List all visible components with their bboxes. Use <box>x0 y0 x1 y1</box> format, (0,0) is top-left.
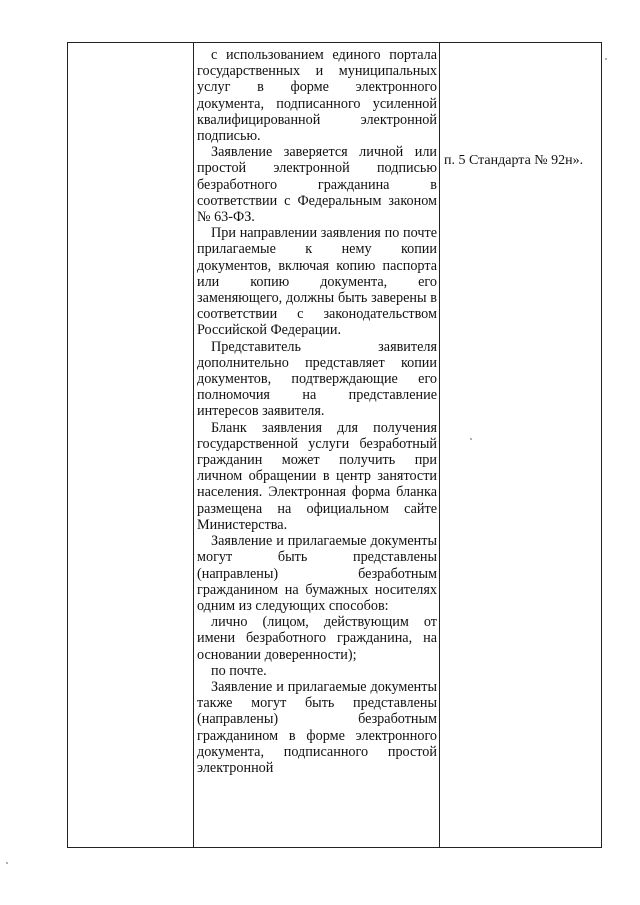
paragraph: При направлении заявления по почте прилагаемые к нему копии документов, включая копию паспорта или копию документа, его заменяющего, должны быть заверены в соответствии с законодательством Российской Федерации. <box>197 225 437 339</box>
regulation-table <box>67 42 602 848</box>
description-text <box>194 43 439 776</box>
empty-cell <box>68 43 194 848</box>
table-row <box>68 43 602 848</box>
paragraph: по почте. <box>211 662 267 679</box>
scan-speck <box>6 862 8 864</box>
paragraph: Заявление и прилагаемые документы могут быть представлены (направлены) безработным гражданином на бумажных носителях одним из следующих способов: <box>197 533 437 614</box>
paragraph: Бланк заявления для получения государственной услуги безработный гражданин может получить при личном обращении в центр занятости населения. Электронная форма бланка размещена на официальном сайте Министерства. <box>197 419 437 533</box>
paragraph: с использованием единого портала государственных и муниципальных услуг в форме электронного документа, подписанного усиленной квалифицированной электронной подписью. <box>197 47 437 145</box>
description-cell <box>194 43 440 848</box>
paragraph: Заявление и прилагаемые документы также могут быть представлены (направлены) безработным гражданином в форме электронного документа, подписанного простой электронной <box>197 678 437 776</box>
scan-speck <box>605 58 607 60</box>
reference-text: п. 5 Стандарта № 92н». <box>444 153 584 168</box>
reference-cell <box>440 43 602 848</box>
paragraph: Заявление заверяется личной или простой электронной подписью безработного гражданина в соответствии с Федеральным законом № 63-ФЗ. <box>197 144 437 226</box>
paragraph: Представитель заявителя дополнительно представляет копии документов, подтверждающие его полномочия на представление интересов заявителя. <box>197 338 437 420</box>
paragraph: лично (лицом, действующим от имени безработного гражданина, на основании доверенности); <box>197 614 437 663</box>
scan-speck <box>470 438 472 440</box>
